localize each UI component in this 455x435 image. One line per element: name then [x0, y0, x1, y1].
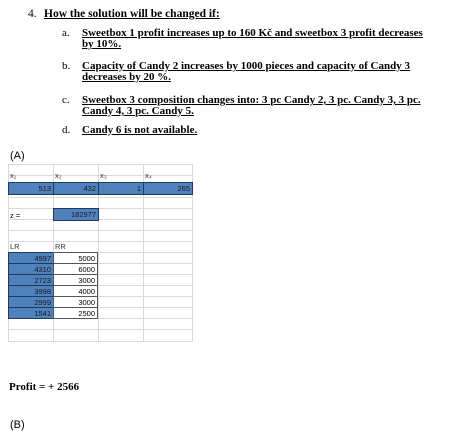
section-a-label: (A)	[10, 150, 25, 162]
question-title	[28, 8, 220, 20]
header-x2: x₂	[55, 171, 62, 180]
item-text-line2: Candy 4, 3 pc. Candy 5.	[82, 105, 194, 117]
lr-value[interactable]: 2723	[8, 274, 54, 286]
spreadsheet-grid	[8, 164, 193, 342]
item-label: a.	[62, 27, 70, 39]
item-text-line1: Sweetbox 1 profit increases up to 160 Kč and sweetbox 3 profit decreases	[82, 27, 423, 39]
item-text-line1: Capacity of Candy 2 increases by 1000 pieces and capacity of Candy 3	[82, 60, 410, 72]
item-label: c.	[62, 94, 70, 106]
header-lr: LR	[10, 242, 20, 251]
objective-value[interactable]: 182977	[53, 208, 99, 221]
header-rr: RR	[55, 242, 66, 251]
header-x4: x₄	[145, 171, 152, 180]
rr-value[interactable]: 3000	[53, 274, 98, 286]
rr-value[interactable]: 5000	[53, 252, 98, 264]
lr-value[interactable]: 1541	[8, 307, 54, 319]
header-x3: x₃	[100, 171, 107, 180]
question-item-c	[62, 95, 448, 117]
rr-value[interactable]: 3000	[53, 296, 98, 308]
item-text-line2: decreases by 20 %.	[82, 71, 172, 83]
item-text-line1: Sweetbox 3 composition changes into: 3 pc Candy 2, 3 pc. Candy 3, 3 pc.	[82, 94, 421, 106]
item-text-line1: Candy 6 is not available.	[82, 124, 198, 136]
value-x4[interactable]: 265	[143, 182, 193, 195]
rr-value[interactable]: 2500	[53, 307, 98, 319]
rr-value[interactable]: 6000	[53, 263, 98, 275]
question-item-a	[62, 28, 448, 50]
section-b-label: (B)	[10, 419, 25, 431]
header-x1: x₁	[10, 171, 17, 180]
item-text-line2: by 10%.	[82, 38, 122, 50]
item-label: d.	[62, 124, 71, 136]
lr-value[interactable]: 3998	[8, 285, 54, 297]
lr-value[interactable]: 4997	[8, 252, 54, 264]
question-item-b	[62, 61, 448, 83]
question-title-text: How the solution will be changed if:	[44, 8, 220, 20]
objective-label: z =	[10, 211, 21, 220]
item-label: b.	[62, 60, 71, 72]
value-x3[interactable]: 1	[98, 182, 144, 195]
lr-value[interactable]: 4310	[8, 263, 54, 275]
value-x2[interactable]: 432	[53, 182, 99, 195]
profit-text: Profit = + 2566	[9, 381, 80, 393]
lr-value[interactable]: 2999	[8, 296, 54, 308]
rr-value[interactable]: 4000	[53, 285, 98, 297]
value-x1[interactable]: 513	[8, 182, 54, 195]
question-number: 4.	[28, 8, 37, 20]
question-item-d	[62, 125, 448, 136]
